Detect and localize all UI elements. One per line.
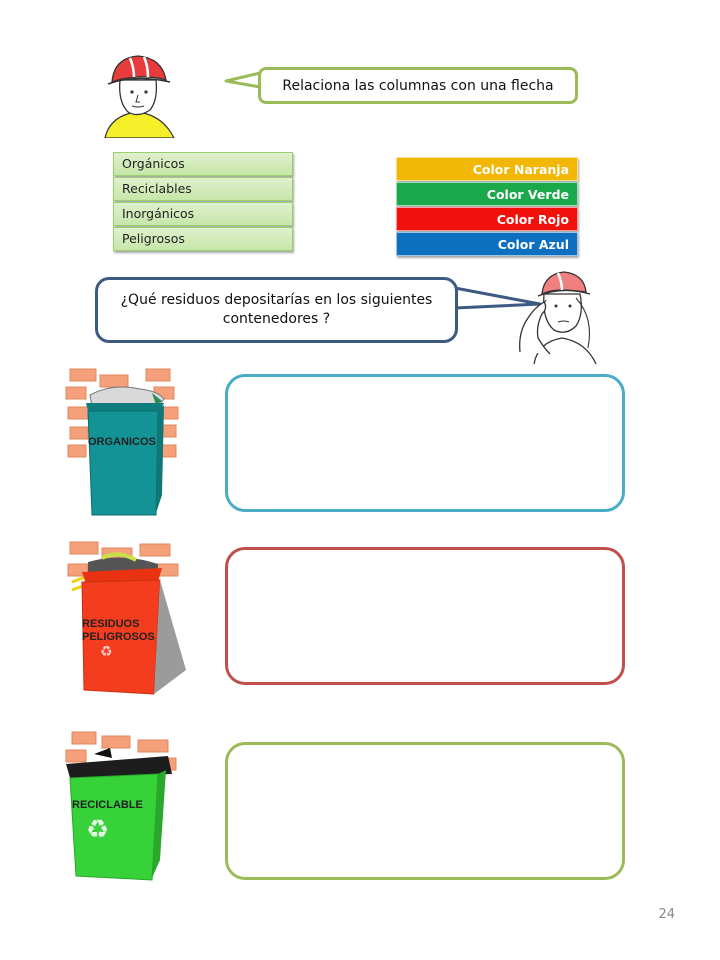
waste-type-item[interactable] — [113, 202, 293, 226]
bin-label: RECICLABLE — [72, 799, 143, 811]
worker-helmet-illustration — [100, 50, 178, 138]
color-label: Color Rojo — [496, 212, 569, 227]
color-item[interactable] — [396, 232, 578, 256]
waste-type-item[interactable] — [113, 177, 293, 201]
color-label: Color Azul — [497, 237, 569, 252]
page-number: 24 — [658, 907, 675, 922]
answer-box-organics[interactable] — [225, 374, 625, 512]
color-item[interactable] — [396, 182, 578, 206]
hazardous-bin-illustration — [62, 538, 192, 698]
answer-box-recyclable[interactable] — [225, 742, 625, 880]
waste-type-item[interactable] — [113, 227, 293, 251]
bin-label: ORGANICOS — [88, 436, 156, 448]
instruction-text: Relaciona las columnas con una flecha — [282, 77, 554, 94]
color-item[interactable] — [396, 207, 578, 231]
instruction-bubble — [258, 67, 578, 104]
recycle-icon: ♻ — [86, 815, 110, 845]
organics-bin-illustration — [62, 365, 182, 523]
waste-type-item[interactable] — [113, 152, 293, 176]
waste-type-label: Peligrosos — [122, 231, 185, 246]
answer-box-hazardous[interactable] — [225, 547, 625, 685]
thinking-worker-illustration — [514, 268, 606, 364]
question-text: ¿Qué residuos depositarías en los siguientes contenedores ? — [120, 292, 433, 327]
recyclable-bin-illustration — [62, 730, 182, 888]
waste-type-label: Inorgánicos — [122, 206, 195, 221]
color-item[interactable] — [396, 157, 578, 181]
waste-type-label: Reciclables — [122, 181, 192, 196]
color-label: Color Verde — [486, 187, 569, 202]
recycle-icon: ♻ — [100, 644, 113, 660]
waste-type-label: Orgánicos — [122, 156, 185, 171]
bin-label: RESIDUOS — [82, 618, 140, 630]
question-bubble — [95, 277, 458, 343]
waste-types-list — [113, 152, 293, 252]
color-label: Color Naranja — [472, 162, 569, 177]
colors-list — [396, 157, 578, 257]
bin-label: PELIGROSOS — [82, 631, 155, 643]
